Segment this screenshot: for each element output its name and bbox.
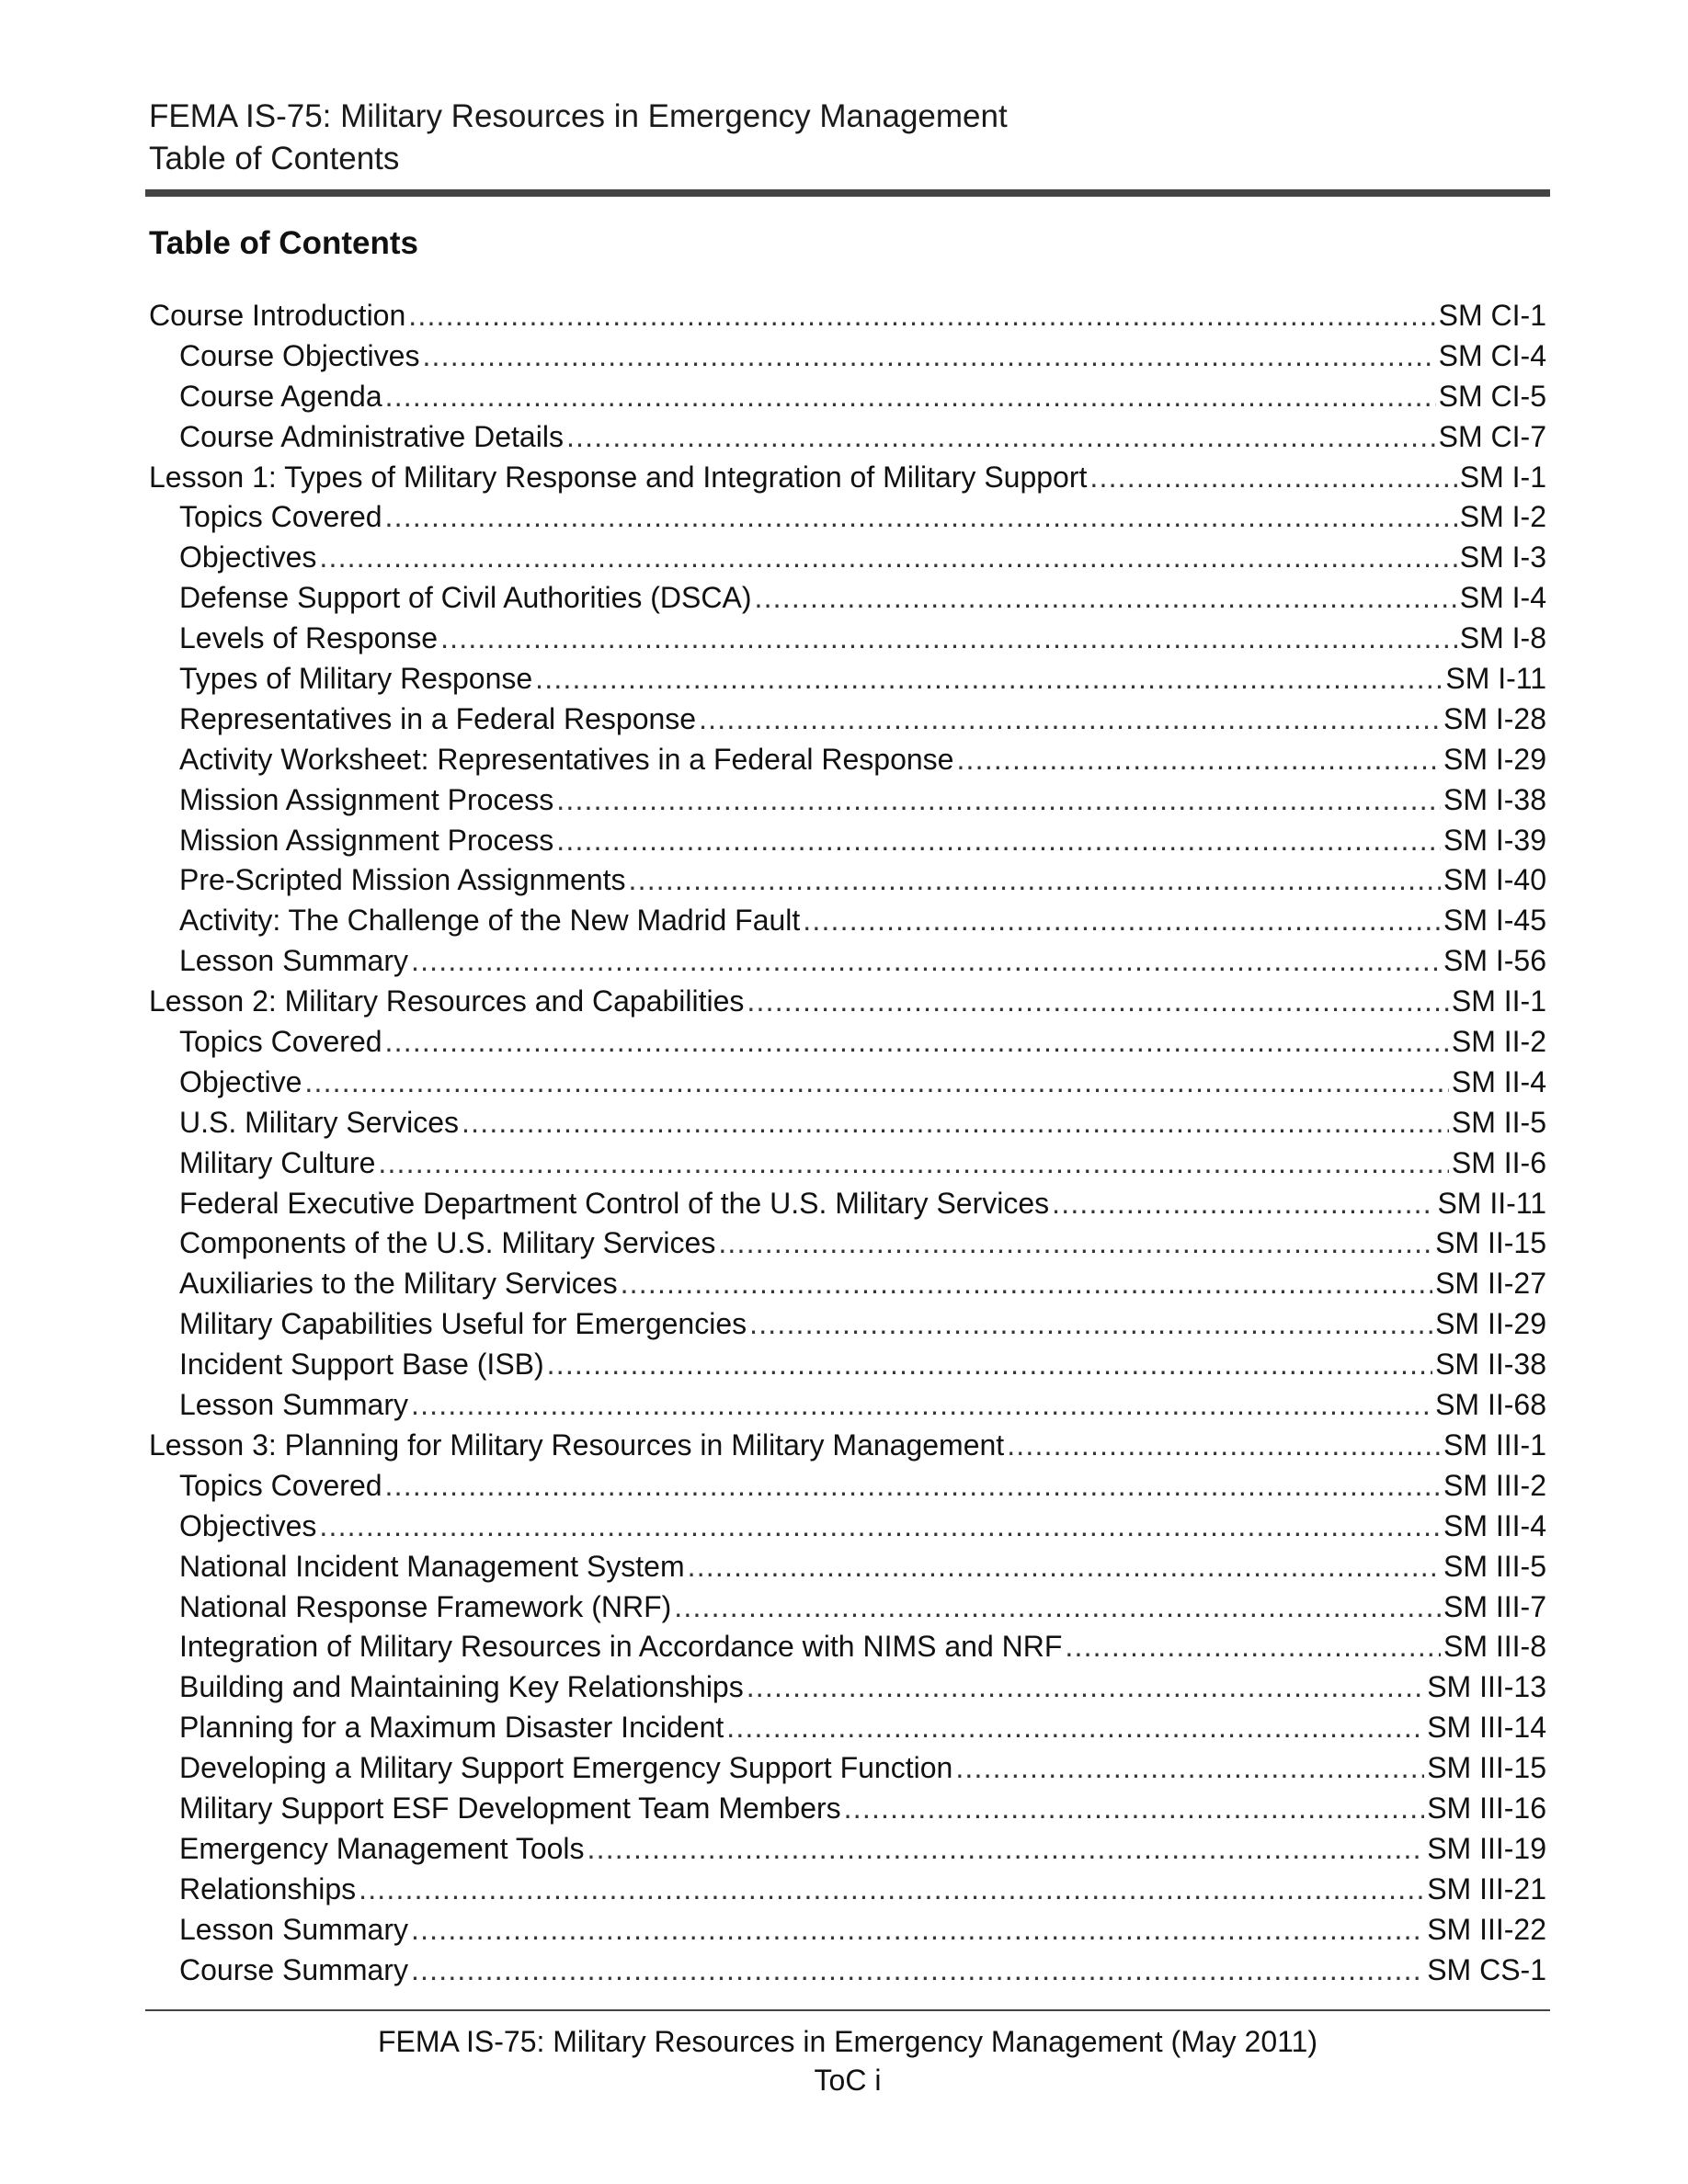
toc-entry-title: Course Administrative Details [179,419,564,453]
toc-subsection-entry[interactable] [149,578,1546,619]
toc-subsection-entry[interactable] [149,1264,1546,1304]
toc-entry-page: SM II-6 [1451,1145,1546,1179]
toc-entry-title: Topics Covered [179,1468,382,1502]
toc-subsection-entry[interactable] [149,1829,1546,1870]
toc-dot-leader [547,1345,1432,1385]
toc-dot-leader [844,1789,1425,1829]
toc-entry-page: SM III-19 [1427,1831,1546,1865]
toc-entry-title: Objectives [179,1508,317,1542]
toc-subsection-entry[interactable] [149,1143,1546,1184]
toc-subsection-entry[interactable] [149,659,1546,700]
toc-dot-leader [803,901,1441,941]
toc-subsection-entry[interactable] [149,417,1546,458]
toc-entry-title: Lesson 2: Military Resources and Capabilities [149,984,745,1018]
toc-entry-title: Military Capabilities Useful for Emergencies [179,1307,747,1341]
toc-subsection-entry[interactable] [149,1184,1546,1224]
toc-dot-leader [726,1708,1424,1748]
toc-subsection-entry[interactable] [149,1304,1546,1345]
toc-entry-page: SM I-29 [1443,742,1546,776]
toc-entry-page: SM I-1 [1459,460,1546,494]
toc-entry-title: Representatives in a Federal Response [179,701,697,735]
toc-dot-leader [587,1829,1425,1870]
toc-entry-title: Incident Support Base (ISB) [179,1348,544,1382]
toc-subsection-entry[interactable] [149,941,1546,982]
toc-subsection-entry[interactable] [149,1063,1546,1103]
toc-entry-page: SM II-68 [1435,1388,1546,1422]
toc-subsection-entry[interactable] [149,1385,1546,1426]
toc-entry-title: Course Objectives [179,338,420,372]
toc-dot-leader [411,1951,1424,1991]
toc-subsection-entry[interactable] [149,619,1546,659]
page-footer [145,2022,1550,2099]
toc-section-entry[interactable] [149,458,1546,498]
toc-subsection-entry[interactable] [149,497,1546,538]
toc-entry-title: Pre-Scripted Mission Assignments [179,863,626,897]
toc-dot-leader [411,941,1441,982]
toc-entry-page: SM I-45 [1443,904,1546,938]
toc-entry-title: Topics Covered [179,1025,382,1059]
toc-entry-page: SM I-40 [1443,863,1546,897]
toc-entry-title: Auxiliaries to the Military Services [179,1267,618,1301]
toc-entry-title: Topics Covered [179,500,382,534]
toc-dot-leader [566,417,1436,458]
toc-entry-page: SM II-29 [1435,1307,1546,1341]
toc-entry-title: Activity: The Challenge of the New Madrid Fault [179,904,801,938]
page-header [149,96,1546,180]
toc-entry-page: SM CI-5 [1438,379,1546,413]
footer-divider [145,2009,1550,2011]
toc-entry-title: Building and Maintaining Key Relationships [179,1670,744,1704]
toc-subsection-entry[interactable] [149,1748,1546,1789]
toc-dot-leader [535,659,1443,700]
toc-entry-page: SM II-2 [1451,1025,1546,1059]
toc-entry-page: SM II-4 [1451,1064,1546,1098]
toc-subsection-entry[interactable] [149,1910,1546,1951]
toc-subsection-entry[interactable] [149,740,1546,780]
toc-entry-title: Defense Support of Civil Authorities (DSCA) [179,581,752,615]
toc-entry-page: SM II-38 [1435,1348,1546,1382]
toc-dot-leader [718,1223,1432,1264]
toc-entry-page: SM I-3 [1459,540,1546,574]
toc-dot-leader [754,578,1456,619]
toc-subsection-entry[interactable] [149,860,1546,901]
toc-subsection-entry[interactable] [149,780,1546,821]
toc-entry-title: Emergency Management Tools [179,1831,585,1865]
toc-entry-title: Activity Worksheet: Representatives in a Federal Response [179,742,954,776]
toc-dot-leader [556,821,1441,861]
toc-entry-page: SM III-16 [1427,1791,1546,1825]
toc-subsection-entry[interactable] [149,1223,1546,1264]
toc-entry-title: Developing a Military Support Emergency Support Function [179,1751,953,1785]
toc-entry-page: SM III-8 [1443,1630,1546,1664]
toc-dot-leader [956,740,1441,780]
toc-dot-leader [304,1063,1448,1103]
toc-entry-title: U.S. Military Services [179,1105,460,1139]
toc-entry-title: Lesson Summary [179,944,408,978]
toc-dot-leader [462,1103,1449,1143]
toc-entry-page: SM I-8 [1459,621,1546,655]
toc-dot-leader [1007,1426,1441,1466]
toc-dot-leader [699,700,1441,740]
toc-entry-title: Lesson Summary [179,1912,408,1946]
toc-subsection-entry[interactable] [149,1587,1546,1628]
toc-entry-page: SM CI-4 [1438,338,1546,372]
toc-entry-page: SM III-5 [1443,1549,1546,1583]
toc-entry-title: Mission Assignment Process [179,823,554,857]
toc-dot-leader [629,860,1441,901]
toc-subsection-entry[interactable] [149,1667,1546,1708]
toc-entry-title: Components of the U.S. Military Services [179,1226,716,1260]
toc-entry-page: SM III-13 [1427,1670,1546,1704]
toc-dot-leader [556,780,1441,821]
toc-subsection-entry[interactable] [149,1022,1546,1063]
toc-dot-leader [747,982,1448,1022]
toc-section-entry[interactable] [149,982,1546,1022]
toc-dot-leader [749,1304,1432,1345]
toc-dot-leader [688,1547,1441,1587]
toc-dot-leader [440,619,1457,659]
toc-entry-title: Course Agenda [179,379,382,413]
toc-entry-title: Types of Military Response [179,662,533,696]
toc-dot-leader [359,1870,1424,1910]
toc-dot-leader [385,1022,1449,1063]
toc-dot-leader [1052,1184,1434,1224]
toc-entry-page: SM CI-1 [1438,299,1546,332]
toc-subsection-entry[interactable] [149,1507,1546,1547]
toc-entry-title: Relationships [179,1871,357,1905]
toc-entry-page: SM I-56 [1443,944,1546,978]
toc-subsection-entry[interactable] [149,700,1546,740]
header-divider [145,189,1550,197]
toc-entry-title: National Response Framework (NRF) [179,1589,672,1623]
toc-entry-page: SM CI-7 [1438,419,1546,453]
toc-subsection-entry[interactable] [149,336,1546,377]
footer-document-title: FEMA IS-75: Military Resources in Emergency Management (May 2011) [377,2025,1317,2058]
toc-subsection-entry[interactable] [149,821,1546,861]
toc-dot-leader [422,336,1435,377]
toc-entry-title: Lesson 3: Planning for Military Resources in Military Management [149,1428,1005,1462]
toc-entry-title: Levels of Response [179,621,439,655]
toc-entry-title: Mission Assignment Process [179,782,554,816]
toc-dot-leader [408,296,1435,336]
toc-entry-page: SM I-38 [1443,782,1546,816]
toc-entry-title: Integration of Military Resources in Accordance with NIMS and NRF [179,1630,1063,1664]
toc-dot-leader [411,1385,1432,1426]
toc-entry-page: SM II-15 [1435,1226,1546,1260]
toc-subsection-entry[interactable] [149,1547,1546,1587]
toc-entry-page: SM III-22 [1427,1912,1546,1946]
toc-entry-page: SM II-1 [1451,984,1546,1018]
toc-dot-leader [674,1587,1441,1628]
toc-section-entry[interactable] [149,1426,1546,1466]
toc-entry-title: Lesson Summary [179,1388,408,1422]
toc-subsection-entry[interactable] [149,538,1546,578]
toc-entry-page: SM I-28 [1443,701,1546,735]
toc-subsection-entry[interactable] [149,1627,1546,1667]
toc-entry-page: SM I-11 [1445,662,1546,696]
toc-entry-page: SM I-4 [1459,581,1546,615]
toc-subsection-entry[interactable] [149,1466,1546,1507]
toc-entry-title: Objective [179,1064,302,1098]
toc-dot-leader [955,1748,1424,1789]
toc-entry-page: SM III-14 [1427,1711,1546,1745]
toc-entry-page: SM I-2 [1459,500,1546,534]
toc-entry-page: SM III-7 [1443,1589,1546,1623]
toc-subsection-entry[interactable] [149,1103,1546,1143]
toc-dot-leader [411,1910,1424,1951]
toc-subsection-entry[interactable] [149,1345,1546,1385]
toc-entry-page: SM III-21 [1427,1871,1546,1905]
toc-subsection-entry[interactable] [149,901,1546,941]
toc-entry-title: Objectives [179,540,317,574]
header-document-title: FEMA IS-75: Military Resources in Emergency Management [149,98,1008,134]
toc-entry-page: SM CS-1 [1427,1952,1546,1986]
toc-entry-title: Course Introduction [149,299,406,332]
toc-section-entry[interactable] [149,296,1546,336]
toc-entry-page: SM III-15 [1427,1751,1546,1785]
toc-entry-page: SM II-27 [1435,1267,1546,1301]
toc-entry-page: SM III-1 [1443,1428,1546,1462]
toc-dot-leader [378,1143,1449,1184]
toc-subsection-entry[interactable] [149,1789,1546,1829]
toc-dot-leader [1089,458,1456,498]
page-title: Table of Contents [149,225,418,261]
toc-dot-leader [385,497,1457,538]
toc-entry-title: Military Support ESF Development Team Members [179,1791,841,1825]
toc-dot-leader [621,1264,1432,1304]
toc-entry-title: National Incident Management System [179,1549,685,1583]
toc-dot-leader [747,1667,1424,1708]
toc-dot-leader [319,1507,1441,1547]
toc-entry-page: SM III-4 [1443,1508,1546,1542]
toc-dot-leader [319,538,1456,578]
toc-entry-page: SM I-39 [1443,823,1546,857]
toc-subsection-entry[interactable] [149,1708,1546,1748]
toc-entry-title: Lesson 1: Types of Military Response and Integration of Military Support [149,460,1088,494]
toc-dot-leader [385,377,1436,417]
toc-entry-page: SM II-5 [1451,1105,1546,1139]
footer-page-number: ToC i [814,2064,882,2097]
table-of-contents [149,296,1546,1990]
toc-subsection-entry[interactable] [149,377,1546,417]
toc-entry-page: SM III-2 [1443,1468,1546,1502]
toc-entry-page: SM II-11 [1437,1186,1546,1220]
toc-subsection-entry[interactable] [149,1870,1546,1910]
toc-entry-title: Planning for a Maximum Disaster Incident [179,1711,724,1745]
toc-dot-leader [1065,1627,1441,1667]
header-section-title: Table of Contents [149,141,400,176]
toc-entry-title: Federal Executive Department Control of the U.S. Military Services [179,1186,1050,1220]
toc-entry-title: Military Culture [179,1145,376,1179]
toc-dot-leader [385,1466,1441,1507]
toc-entry-title: Course Summary [179,1952,408,1986]
toc-subsection-entry[interactable] [149,1951,1546,1991]
